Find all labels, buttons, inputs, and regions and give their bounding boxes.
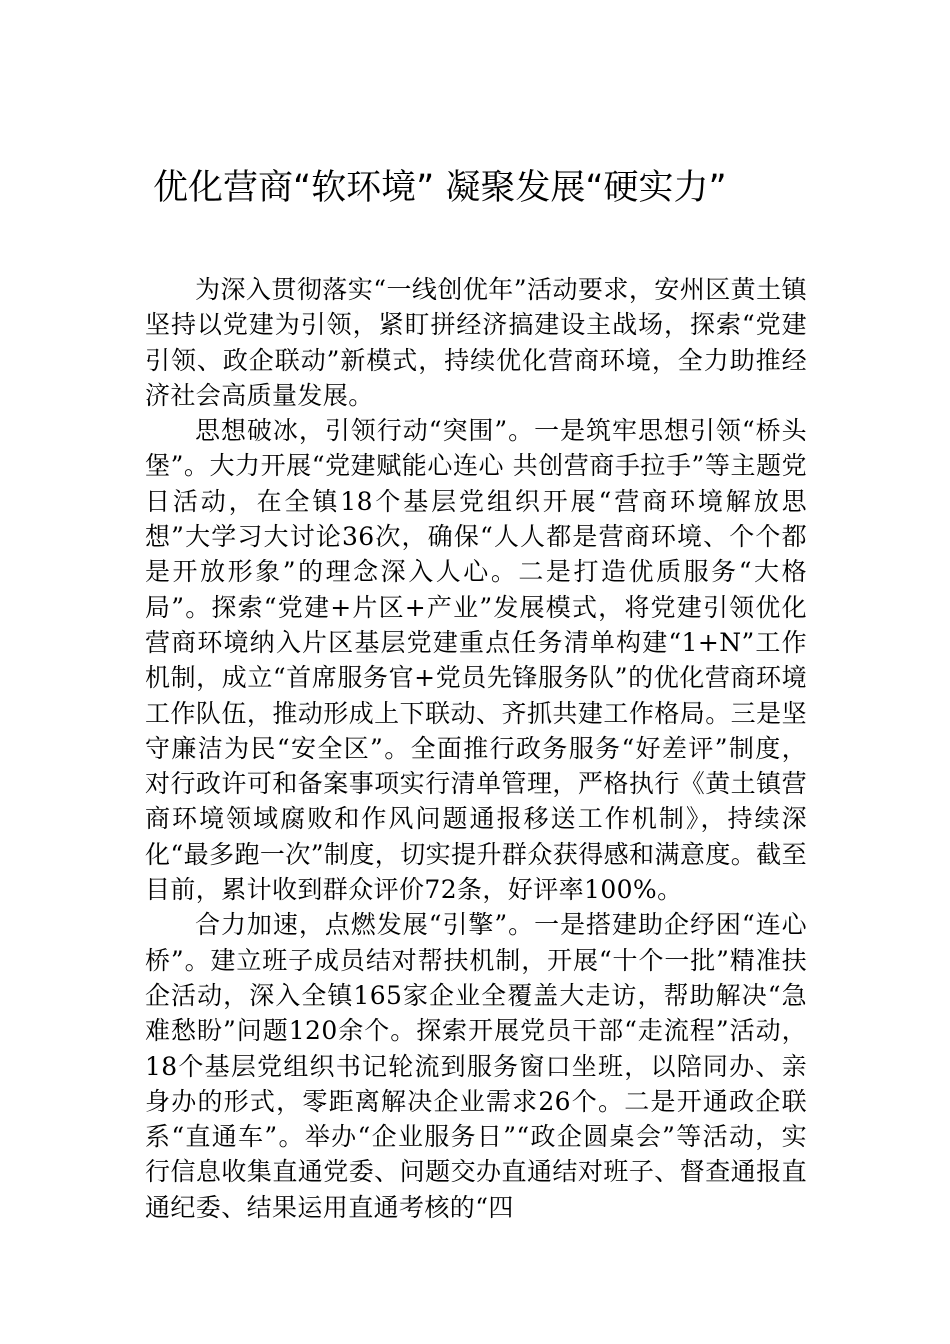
paragraph-thought: 思想破冰，引领行动“突围”。一是筑牢思想引领“桥头堡”。大力开展“党建赋能心连心 共创营商手拉手”等主题党日活动，在全镇18个基层党组织开展“营商环境解放思想”大学习大讨论36次，确保“人人都是营商环境、个个都是开放形象”的理念深入人心。二是打造优质服务“大格局”。探索“党建+片区+产业”发展模式，将党建引领优化营商环境纳入片区基层党建重点任务清单构建“1+N”工作机制，成立“首席服务官+党员先锋服务队”的优化营商环境工作队伍，推动形成上下联动、齐抓共建工作格局。三是坚守廉洁为民“安全区”。全面推行政务服务“好差评”制度，对行政许可和备案事项实行清单管理，严格执行《黄土镇营商环境领域腐败和作风问题通报移送工作机制》，持续深化“最多跑一次”制度，切实提升群众获得感和满意度。截至目前，累计收到群众评价72条，好评率100%。: [145, 416, 807, 905]
paragraph-intro: 为深入贯彻落实“一线创优年”活动要求，安州区黄土镇坚持以党建为引领，紧盯拼经济搞建设主战场，探索“党建引领、政企联动”新模式，持续优化营商环境，全力助推经济社会高质量发展。: [145, 275, 807, 410]
paragraph-development: 合力加速，点燃发展“引擎”。一是搭建助企纾困“连心桥”。建立班子成员结对帮扶机制，开展“十个一批”精准扶企活动，深入全镇165家企业全覆盖大走访，帮助解决“急难愁盼”问题120余个。探索开展党员干部“走流程”活动，18个基层党组织书记轮流到服务窗口坐班，以陪同办、亲身办的形式，零距离解决企业需求26个。二是开通政企联系“直通车”。举办“企业服务日”“政企圆桌会”等活动，实行信息收集直通党委、问题交办直通结对班子、督查通报直通纪委、结果运用直通考核的“四: [145, 910, 807, 1222]
document-title: 优化营商“软环境” 凝聚发展“硬实力”: [153, 168, 727, 208]
document-page: [145, 162, 807, 1225]
